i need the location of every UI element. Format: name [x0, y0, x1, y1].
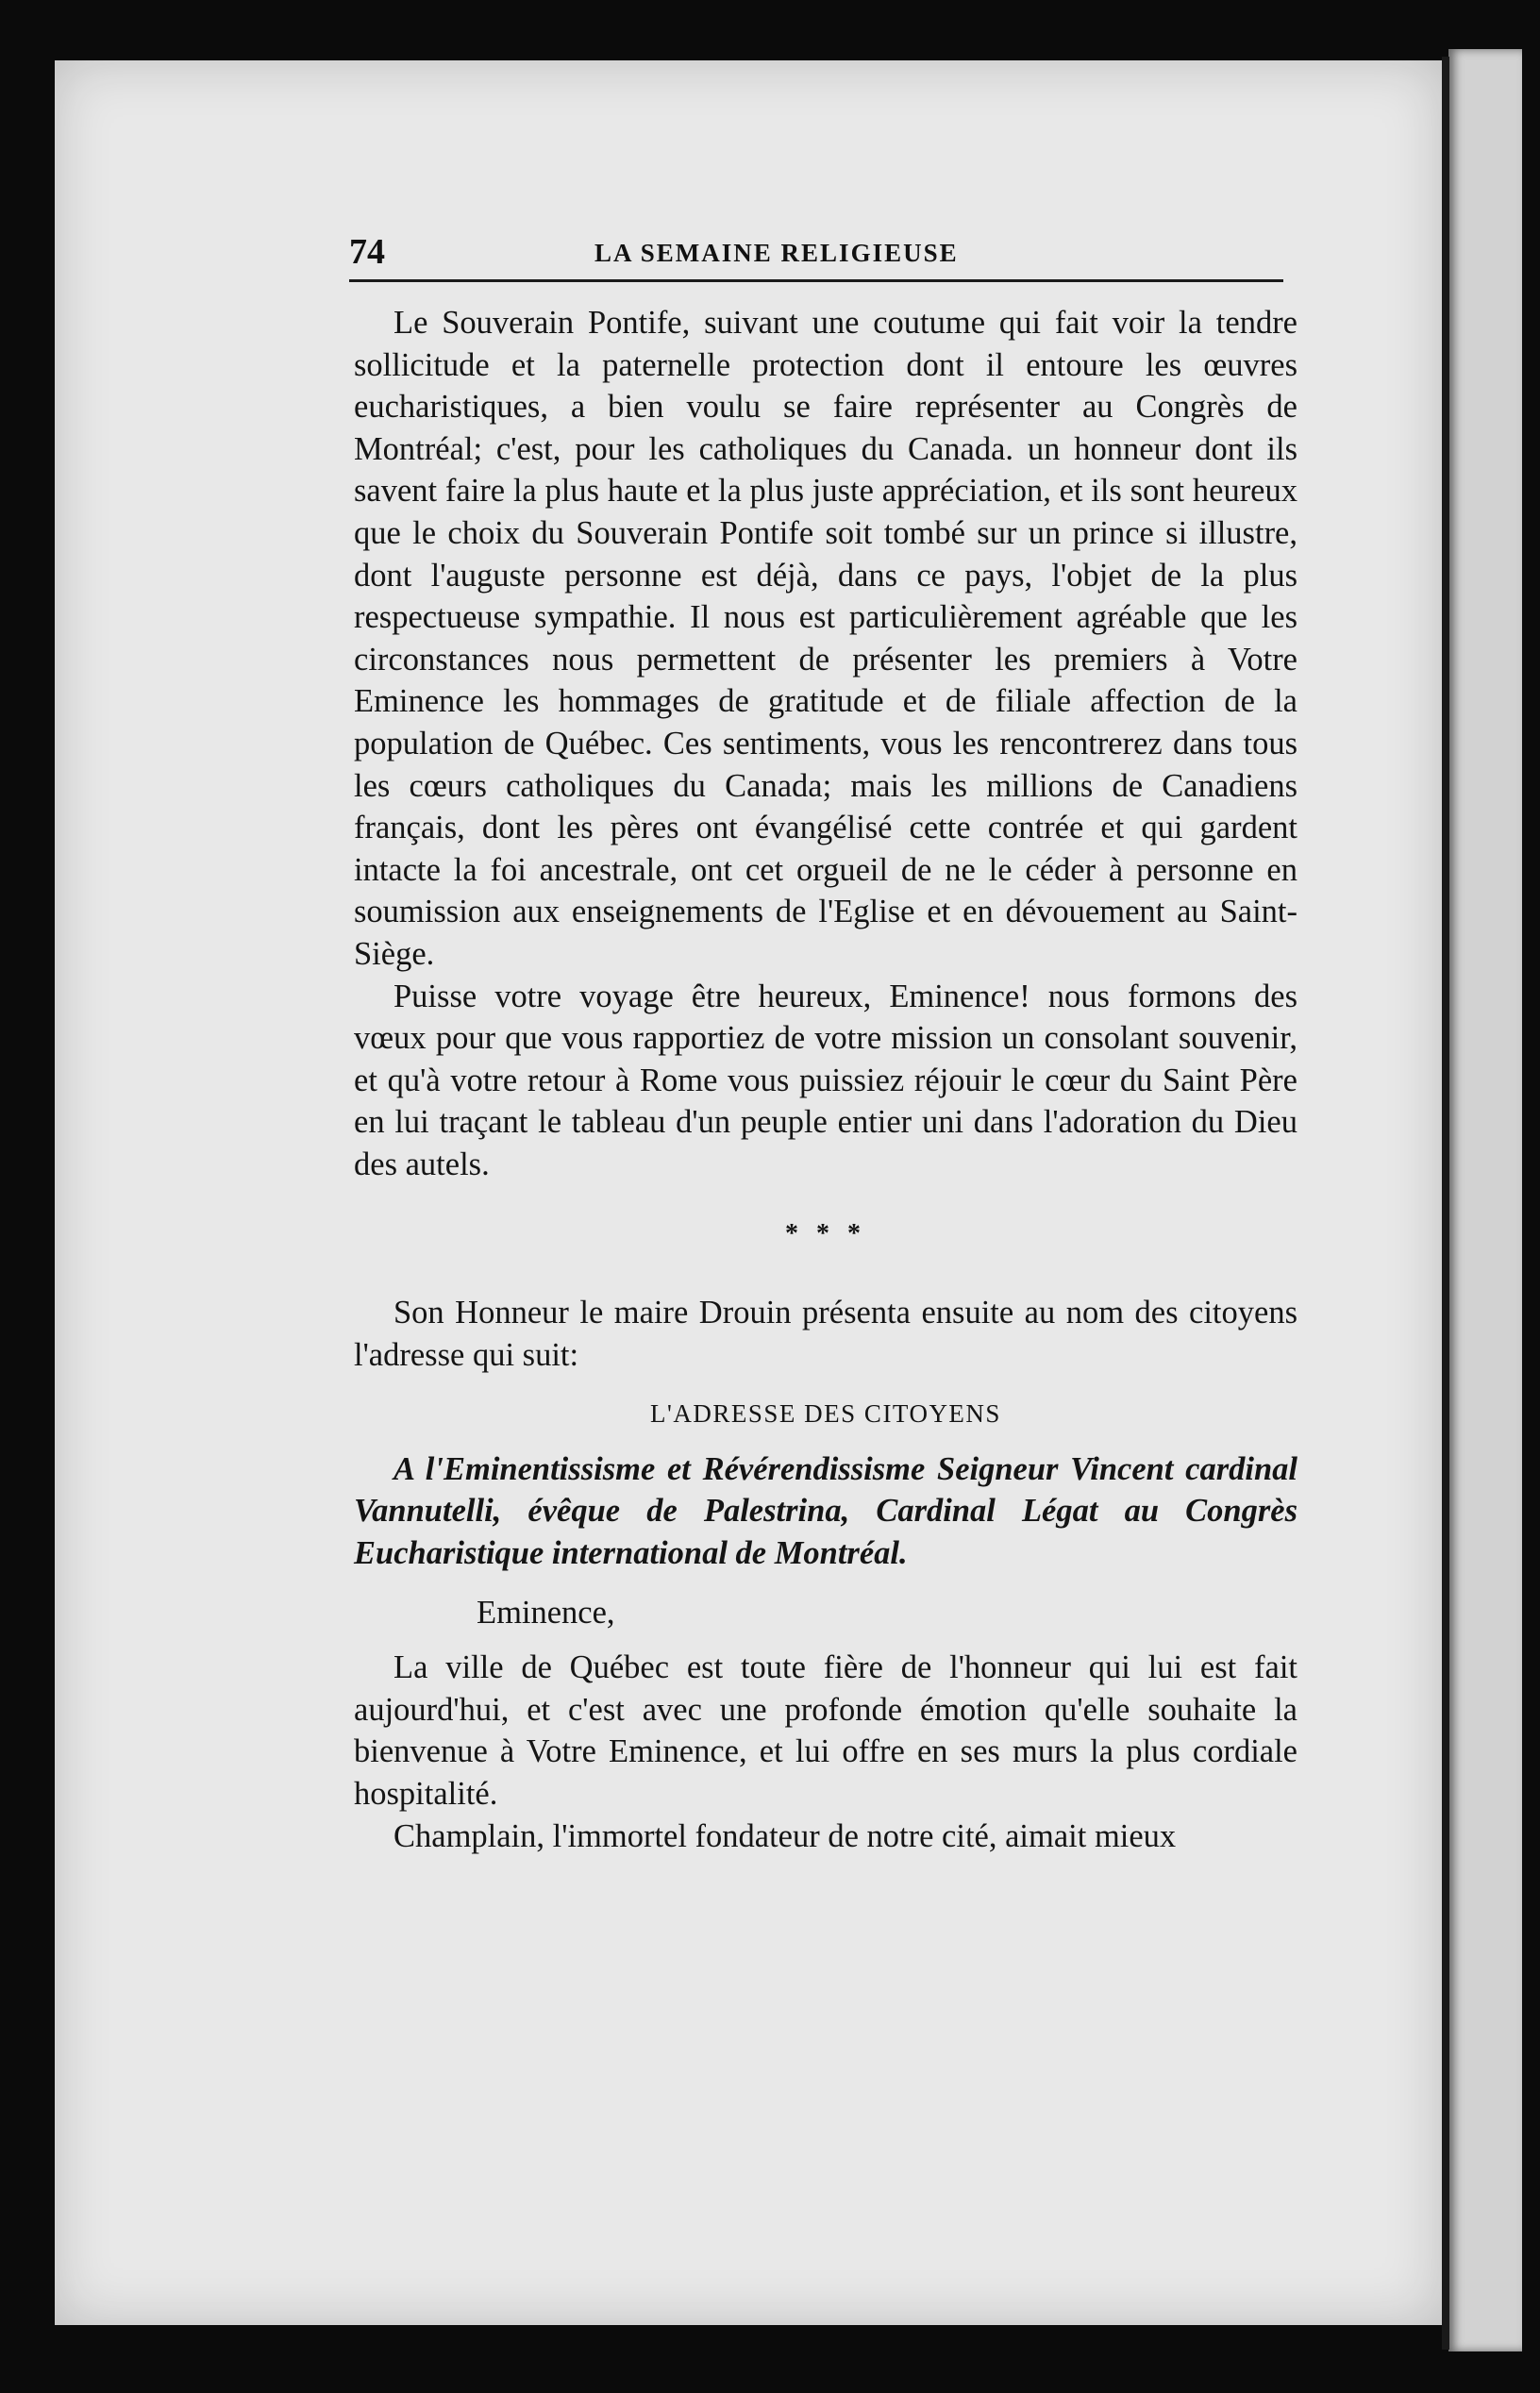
- header-rule: [349, 279, 1283, 282]
- paragraph-5: Champlain, l'immortel fondateur de notre cité, aimait mieux: [393, 1817, 1177, 1854]
- facing-page-edge: [1448, 49, 1522, 2351]
- running-title: LA SEMAINE RELIGIEUSE: [594, 239, 959, 267]
- paragraph-2: Puisse votre voyage être heureux, Eminence! nous formons des vœux pour que vous rapportiez de votre mission un consolant souvenir, et qu'à votre retour à Rome vous puissiez réjouir le cœur du Saint Père en lui traçant le tableau d'un peuple entier uni dans l'adoration du Dieu des autels.: [354, 978, 1297, 1182]
- paragraph-4: La ville de Québec est toute fière de l'honneur qui lui est fait aujourd'hui, et c'est avec une profonde émotion qu'elle souhaite la bienvenue à Votre Eminence, et lui offre en ses murs la plus cordiale hospitalité.: [354, 1649, 1297, 1812]
- running-head: [349, 231, 1283, 273]
- page-number: 74: [349, 232, 385, 272]
- section-break-stars: * * *: [785, 1219, 866, 1249]
- dedication: A l'Eminentissisme et Révérendissisme Seigneur Vincent cardinal Vannutelli, évêque de Palestrina, Cardinal Légat au Congrès Eucharistique international de Montréal.: [354, 1450, 1297, 1572]
- paragraph-1: Le Souverain Pontife, suivant une coutume qui fait voir la tendre sollicitude et la paternelle protection dont il entoure les œuvres eucharistiques, a bien voulu se faire représenter au Congrès de Montréal; c'est, pour les catholiques du Canada. un honneur dont ils savent faire la plus haute et la plus juste appréciation, et ils sont heureux que le choix du Souverain Pontife soit tombé sur un prince si illustre, dont l'auguste personne est déjà, dans ce pays, l'objet de la plus respectueuse sympathie. Il nous est particulièrement agréable que les circonstances nous permettent de présenter les premiers à Votre Eminence les hommages de gratitude et de filiale affection de la population de Québec. Ces sentiments, vous les rencontrerez dans tous les cœurs catholiques du Canada; mais les millions de Canadiens français, dont les pères ont évangélisé cette contrée et qui gardent intacte la foi ancestrale, ont cet orgueil de ne le céder à personne en soumission aux enseignements de l'Eglise et en dévouement au Saint-Siège.: [354, 305, 1297, 972]
- paragraph-3: Son Honneur le maire Drouin présenta ensuite au nom des citoyens l'adresse qui suit:: [354, 1295, 1297, 1373]
- section-heading: L'ADRESSE DES CITOYENS: [650, 1399, 1001, 1429]
- page-gutter: [1442, 57, 1449, 2350]
- page-body: [354, 302, 1297, 1857]
- salutation: Eminence,: [477, 1594, 615, 1631]
